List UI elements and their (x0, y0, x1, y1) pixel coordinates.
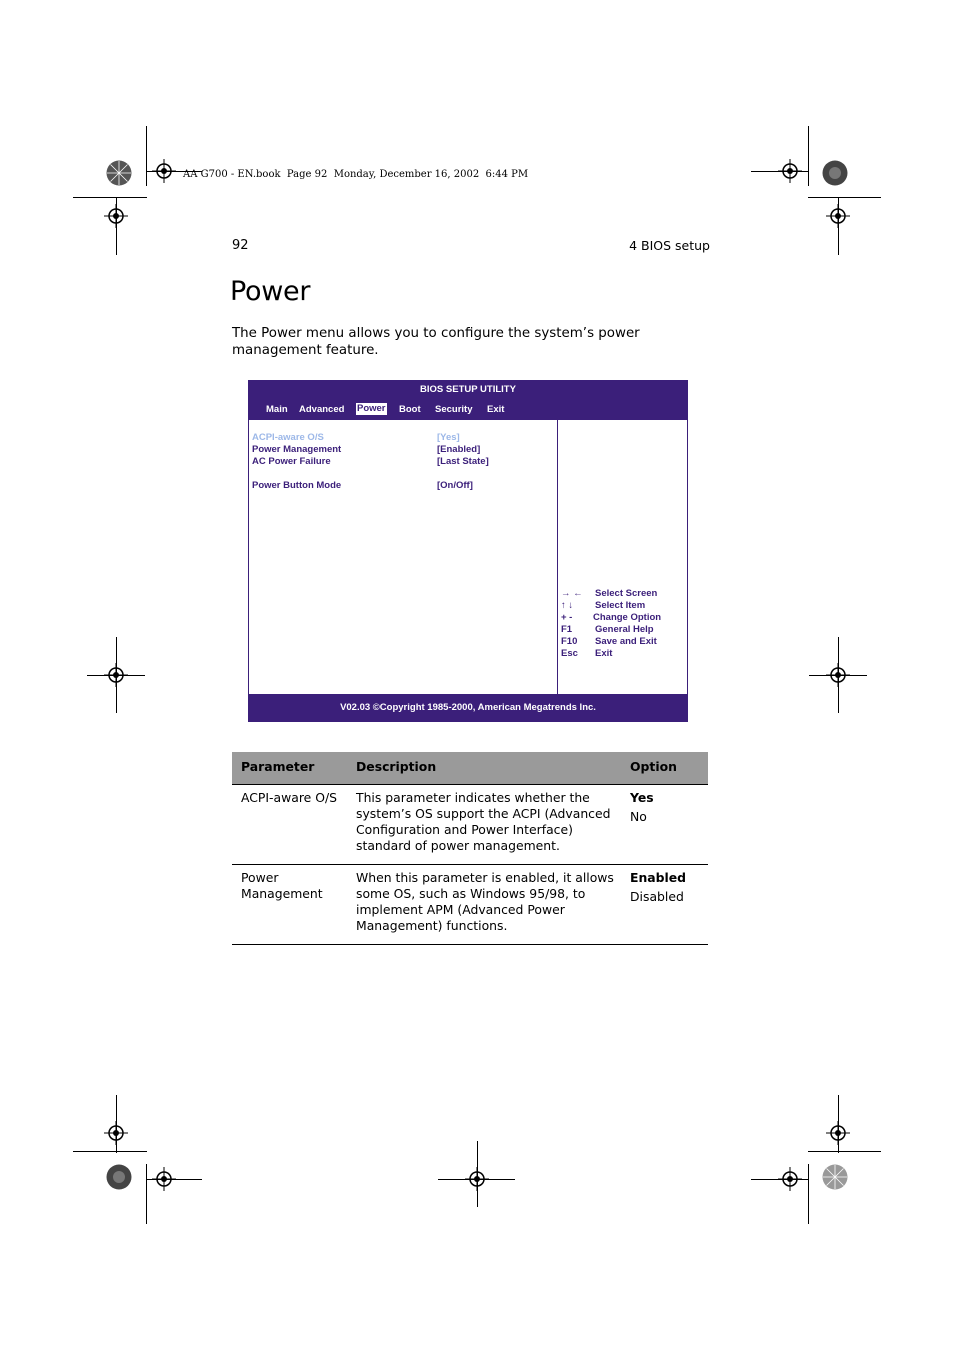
bios-menu-exit[interactable]: Exit (487, 404, 505, 415)
bios-screenshot (248, 380, 688, 722)
table-header-description: Description (356, 759, 437, 774)
option-other: Disabled (630, 889, 684, 904)
registration-target-icon (104, 204, 128, 228)
chapter-header: 4 BIOS setup (629, 238, 710, 253)
bios-item-label[interactable]: AC Power Failure (252, 456, 331, 467)
starburst-mark-icon (106, 1164, 132, 1190)
bios-copyright-footer: V02.03 ©Copyright 1985-2000, American Megatrends Inc. (249, 694, 687, 721)
registration-target-icon (826, 204, 850, 228)
description-line: This parameter indicates whether the (356, 790, 590, 805)
description-line: some OS, such as Windows 95/98, to (356, 886, 586, 901)
parameter-cell: Power (241, 870, 279, 885)
print-slug: AA G700 - EN.book Page 92 Monday, December 16, 2002 6:44 PM (183, 169, 529, 180)
section-title: Power (230, 276, 311, 307)
bios-menu-bar (249, 399, 687, 420)
bios-menu-advanced[interactable]: Advanced (299, 404, 345, 415)
registration-target-icon (152, 1167, 176, 1191)
bios-help-key: ↑ ↓ (561, 600, 574, 611)
bios-help-action: Exit (595, 648, 613, 659)
option-default: Enabled (630, 870, 687, 885)
registration-target-icon (465, 1167, 489, 1191)
bios-help-key: Esc (561, 648, 578, 659)
description-line: implement APM (Advanced Power (356, 902, 565, 917)
option-default: Yes (630, 790, 654, 805)
starburst-mark-icon (106, 160, 132, 186)
bios-item-label[interactable]: Power Button Mode (252, 480, 342, 491)
description-line: standard of power management. (356, 838, 560, 853)
parameter-cell: Management (241, 886, 323, 901)
bios-panel-divider (557, 420, 558, 696)
bios-menu-main[interactable]: Main (266, 404, 288, 415)
bios-item-value[interactable]: [On/Off] (437, 480, 473, 491)
registration-target-icon (778, 159, 802, 183)
bios-menu-power[interactable]: Power (357, 403, 386, 414)
bios-item-label[interactable]: ACPI-aware O/S (252, 432, 324, 443)
registration-target-icon (826, 663, 850, 687)
intro-paragraph: The Power menu allows you to configure the system’s power management feature. (232, 326, 640, 358)
starburst-mark-icon (822, 160, 848, 186)
registration-target-icon (104, 663, 128, 687)
parameter-cell: ACPI-aware O/S (241, 790, 338, 805)
bios-item-label[interactable]: Power Management (252, 444, 342, 455)
bios-menu-boot[interactable]: Boot (399, 404, 421, 415)
bios-help-action: Select Screen (595, 588, 658, 599)
page-number: 92 (232, 238, 249, 253)
bios-help-key: + - (561, 612, 573, 623)
table-header (232, 752, 708, 785)
row-divider (232, 944, 708, 945)
starburst-mark-icon (822, 1164, 848, 1190)
description-line: Configuration and Power Interface) (356, 822, 573, 837)
bios-item-value[interactable]: [Yes] (437, 432, 460, 443)
bios-item-value[interactable]: [Enabled] (437, 444, 481, 455)
description-line: When this parameter is enabled, it allows (356, 870, 614, 885)
bios-help-key: → ← (561, 588, 583, 599)
registration-target-icon (778, 1167, 802, 1191)
bios-help-action: General Help (595, 624, 654, 635)
registration-target-icon (826, 1121, 850, 1145)
bios-help-key: F1 (561, 624, 573, 635)
bios-help-action: Select Item (595, 600, 646, 611)
bios-title-bar: BIOS SETUP UTILITY (249, 381, 687, 399)
bios-help-action: Change Option (593, 612, 662, 623)
description-line: system’s OS support the ACPI (Advanced (356, 806, 611, 821)
table-header-option: Option (630, 759, 677, 774)
bios-item-value[interactable]: [Last State] (437, 456, 489, 467)
description-line: Management) functions. (356, 918, 508, 933)
table-header-parameter: Parameter (241, 759, 315, 774)
bios-help-action: Save and Exit (595, 636, 657, 647)
registration-target-icon (104, 1121, 128, 1145)
option-other: No (630, 809, 647, 824)
bios-help-key: F10 (561, 636, 578, 647)
bios-menu-security[interactable]: Security (435, 404, 473, 415)
registration-target-icon (152, 159, 176, 183)
row-divider (232, 864, 708, 865)
